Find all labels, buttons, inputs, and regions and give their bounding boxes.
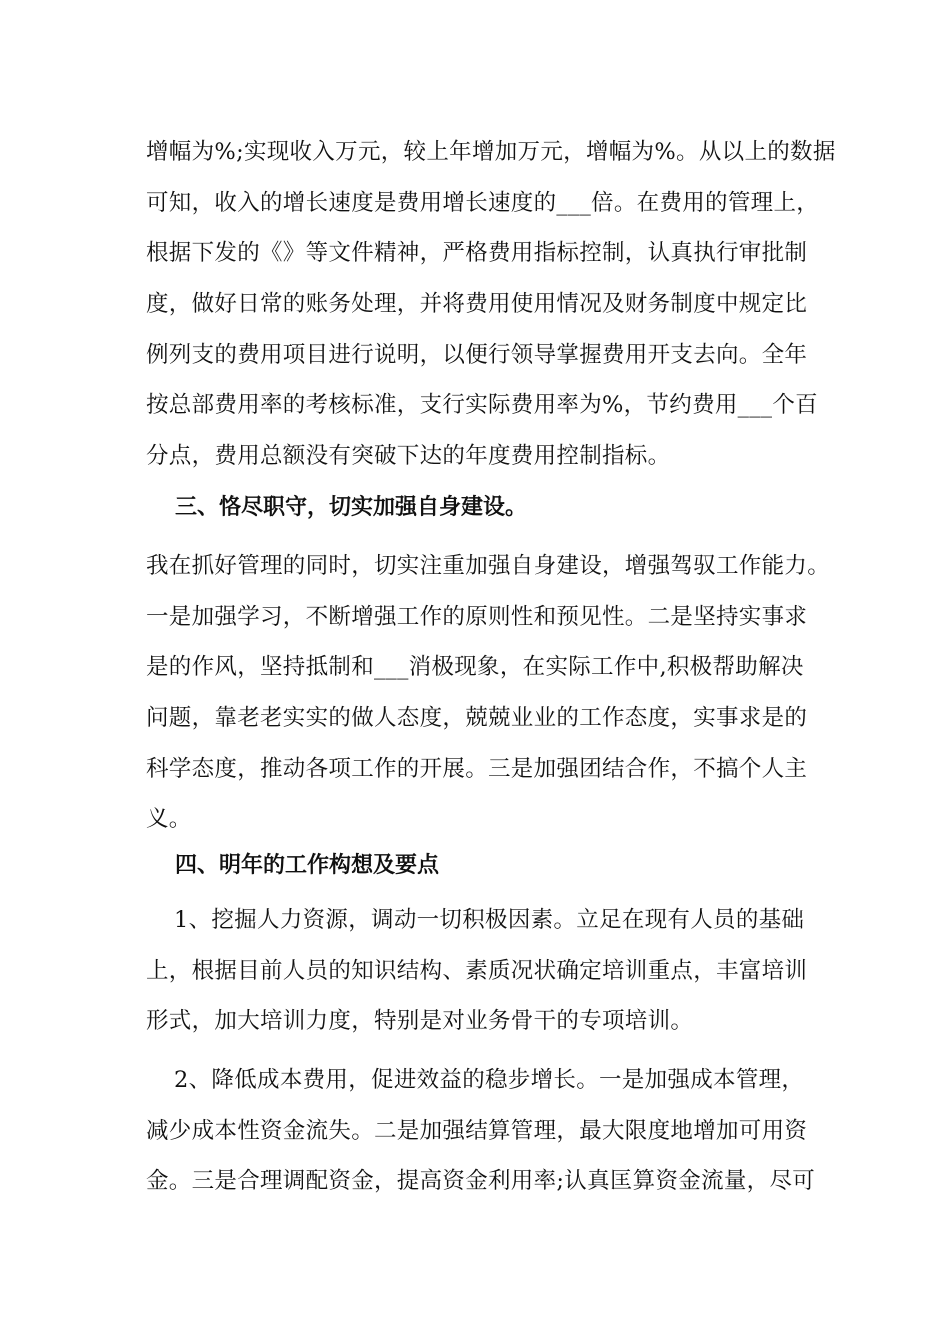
text-line: 一是加强学习，不断增强工作的原则性和预见性。二是坚持实事求	[146, 603, 808, 630]
text-line: 根据下发的《》等文件精神，严格费用指标控制，认真执行审批制	[146, 240, 808, 267]
text-line: 金。三是合理调配资金，提高资金利用率;认真匡算资金流量，尽可	[146, 1168, 816, 1195]
section-heading-3: 三、恪尽职守，切实加强自身建设。	[175, 495, 528, 520]
text-line: 科学态度，推动各项工作的开展。三是加强团结合作，不搞个人主	[146, 755, 808, 782]
text-line: 上，根据目前人员的知识结构、素质况状确定培训重点，丰富培训	[146, 957, 808, 984]
text-line: 问题，靠老老实实的做人态度，兢兢业业的工作态度，实事求是的	[146, 705, 808, 732]
text-line: 度，做好日常的账务处理，并将费用使用情况及财务制度中规定比	[146, 291, 808, 318]
text-line: 增幅为%;实现收入万元，较上年增加万元，增幅为%。从以上的数据	[146, 139, 836, 165]
section-heading-4: 四、明年的工作构想及要点	[175, 853, 440, 878]
text-line: 我在抓好管理的同时，切实注重加强自身建设，增强驾驭工作能力。	[146, 553, 831, 579]
text-line: 形式，加大培训力度，特别是对业务骨干的专项培训。	[146, 1008, 694, 1035]
text-line: 分点，费用总额没有突破下达的年度费用控制指标。	[146, 443, 671, 470]
paragraph-cost-reduction	[146, 1055, 816, 1207]
text-line: 可知，收入的增长速度是费用增长速度的___倍。在费用的管理上，	[146, 189, 820, 216]
text-line: 减少成本性资金流失。二是加强结算管理，最大限度地增加可用资	[146, 1117, 808, 1144]
text-line: 例列支的费用项目进行说明，以便行领导掌握费用开支去向。全年	[146, 341, 808, 368]
text-line: 2、降低成本费用，促进效益的稳步增长。一是加强成本管理，	[174, 1067, 805, 1093]
paragraph-fee-management	[146, 127, 836, 482]
paragraph-human-resources	[146, 895, 816, 1047]
text-line: 义。	[146, 806, 192, 833]
text-line: 1、挖掘人力资源，调动一切积极因素。立足在现有人员的基础	[174, 907, 805, 933]
text-line: 按总部费用率的考核标准，支行实际费用率为%，节约费用___个百	[146, 392, 818, 419]
paragraph-self-construction	[146, 541, 831, 845]
text-line: 是的作风，坚持抵制和___消极现象，在实际工作中,积极帮助解决	[146, 654, 804, 681]
